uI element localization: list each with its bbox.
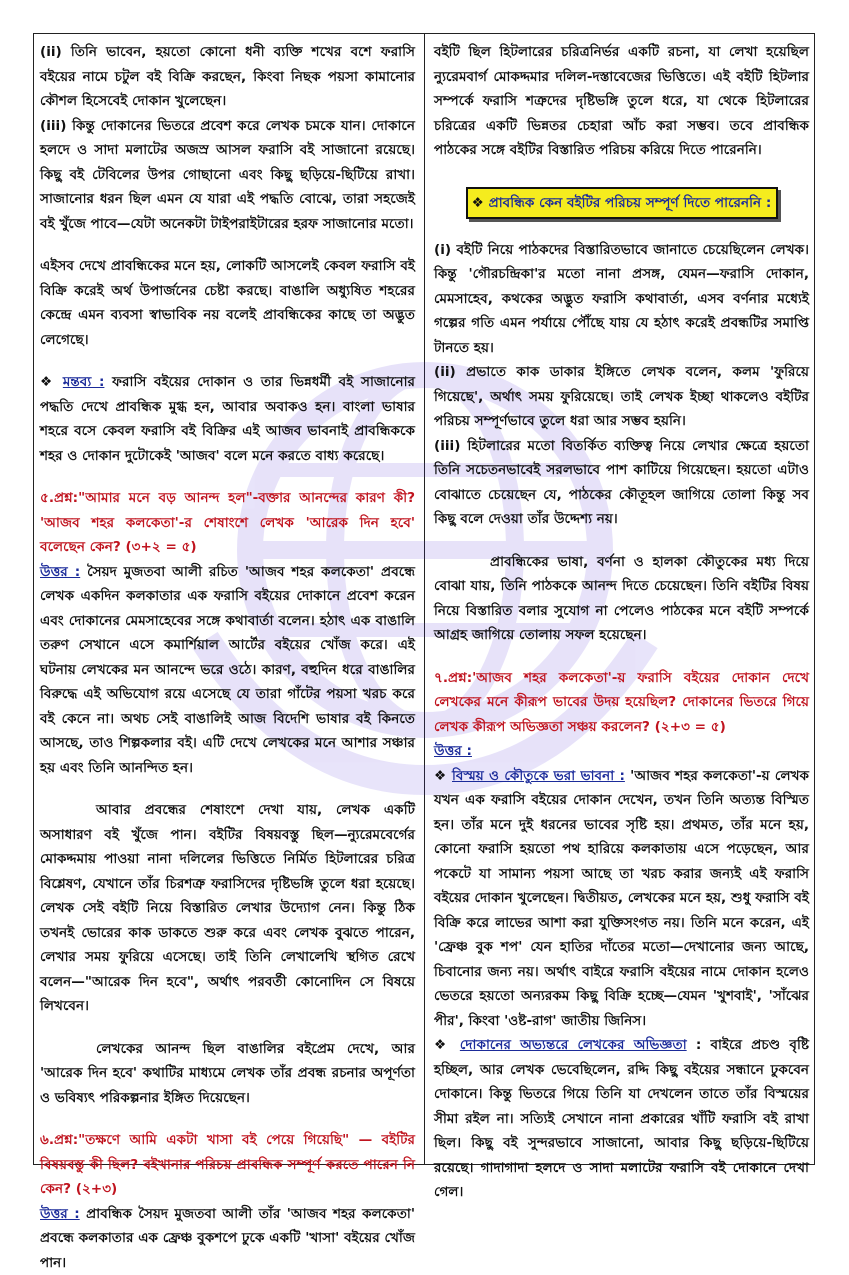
answer-label: উত্তর : — [40, 564, 80, 580]
question-7: ৭.প্রশ্ন:'আজব শহর কলকেতা'-য় ফরাসি বইয়ের দোকান দেখে লেখকের মনে কীরূপ ভাবের উদয় হয়েছিল? দোকানের ভিতরে গিয়ে লেখক কীরূপ অভিজ্ঞতা সঞ্চয় করলেন? (২+৩ = ৫) — [434, 666, 809, 740]
answer-text: প্রাবন্ধিক সৈয়দ মুজতবা আলী তাঁর 'আজব শহর কলকেতা' প্রবন্ধে কলকাতার এক ফ্রেঞ্চ বুকশপে ঢুকে একটি 'খাসা' বইয়ের খোঁজ পান। — [40, 1206, 415, 1271]
section-heading: প্রাবন্ধিক কেন বইটির পরিচয় সম্পূর্ণ দিতে পারেননি : — [489, 195, 772, 211]
right-column — [434, 40, 809, 1158]
answer-subsection-2: ❖ দোকানের অভ্যন্তরে লেখকের অভিজ্ঞতা : বাইরে প্রচণ্ড বৃষ্টি হচ্ছিল, আর লেখক ভেবেছিলেন, রদ্দি কিছু বইয়ের সন্ধানে ঢুকবেন দোকানে। কিন্তু ভিতরে গিয়ে তিনি যা দেখলেন তাতে তাঁর বিস্ময়ের সীমা রইল না। সত্যিই সেখানে নানা প্রকারের খাঁটি ফরাসি বই রাখা ছিল। কিছু বই সুন্দরভাবে সাজানো, আবার কিছু ছড়িয়ে-ছিটিয়ে রয়েছে। গাদাগাদা হলদে ও সাদা মলাটের ফরাসি বই দোকানে দেখা গেল। — [434, 1033, 809, 1205]
question-5: ৫.প্রশ্ন:"আমার মনে বড় আনন্দ হল"-বক্তার আনন্দের কারণ কী? 'আজব শহর কলকেতা'-র শেষাংশে লেখক 'আরেক দিন হবে' বলেছেন কেন? (৩+২ = ৫) — [40, 486, 415, 560]
answer-label: উত্তর : — [434, 743, 472, 759]
answer-label-line — [434, 739, 809, 764]
subsection-text: 'আজব শহর কলকেতা'-য় লেখক যখন এক ফরাসি বইয়ের দোকান দেখেন, তখন তিনি অত্যন্ত বিস্মিত হন। তাঁর মনে দুই ধরনের ভাবের সৃষ্টি হয়। প্রথমত, তাঁর মনে হয়, কোনো ফরাসি হয়তো পথ হারিয়ে কলকাতায় এসে পড়েছেন, আর পকেটে যা সামান্য পয়সা আছে তা খরচ করার জন্যই এই ফরাসি বইয়ের দোকান খুলেছেন। দ্বিতীয়ত, লেখকের মনে হয়, শুধু ফরাসি বই বিক্রি করে লাভের আশা করা যুক্তিসংগত নয়। তিনি মনে করেন, এই 'ফ্রেঞ্চ বুক শপ' যেন হাতির দাঁতের মতো—দেখানোর জন্য আছে, চিবানোর জন্য নয়। অর্থাৎ বাইরে ফরাসি বইয়ের নামে দোকান হলেও ভেতরে হয়তো অন্যরকম কিছু বিক্রি হচ্ছে—যেমন 'খুশবাই', 'সাঁঝের পীর', কিংবা 'ওষ্ট-রাগ' জাতীয় জিনিস। — [434, 768, 809, 1029]
answer-label: উত্তর : — [40, 1206, 80, 1222]
section-heading-box: ❖ প্রাবন্ধিক কেন বইটির পরিচয় সম্পূর্ণ দিতে পারেননি : — [466, 187, 778, 219]
answer-5 — [40, 560, 415, 781]
paragraph: এইসব দেখে প্রাবন্ধিকের মনে হয়, লোকটি আসলেই কেবল ফরাসি বই বিক্রি করেই অর্থ উপার্জনের চেষ্টা করছে। বাঙালি অধ্যুষিত শহরের কেন্দ্রে এমন ব্যবসা স্বাভাবিক নয় বলেই প্রাবন্ধিকের কাছে তা অদ্ভুত লেগেছে। — [40, 254, 415, 352]
subsection-text: : বাইরে প্রচণ্ড বৃষ্টি হচ্ছিল, আর লেখক ভেবেছিলেন, রদ্দি কিছু বইয়ের সন্ধানে ঢুকবেন দোকানে। কিন্তু ভিতরে গিয়ে তিনি যা দেখলেন তাতে তাঁর বিস্ময়ের সীমা রইল না। সত্যিই সেখানে নানা প্রকারের খাঁটি ফরাসি বই রাখা ছিল। কিছু বই সুন্দরভাবে সাজানো, আবার কিছু ছড়িয়ে-ছিটিয়ে রয়েছে। গাদাগাদা হলদে ও সাদা মলাটের ফরাসি বই দোকানে দেখা গেল। — [434, 1037, 809, 1200]
answer-6 — [40, 1202, 415, 1275]
column-divider — [424, 33, 425, 1165]
paragraph: (iii) হিটলারের মতো বিতর্কিত ব্যক্তিত্ব নিয়ে লেখার ক্ষেত্রে হয়তো তিনি সচেতনভাবেই সরলভাবে পাশ কাটিয়ে গিয়েছেন। হয়তো এটাও বোঝাতে চেয়েছেন যে, পাঠকের কৌতূহল জাগিয়ে তোলা কিন্তু সব কিছু বলে দেওয়া তাঁর উদ্দেশ্য নয়। — [434, 434, 809, 532]
paragraph: প্রাবন্ধিকের ভাষা, বর্ণনা ও হালকা কৌতুকের মধ্য দিয়ে বোঝা যায়, তিনি পাঠককে আনন্দ দিতে চেয়েছেন। তিনি বইটির বিষয় নিয়ে বিস্তারিত বলার সুযোগ না পেলেও পাঠকের মনে বইটি সম্পর্কে আগ্রহ জাগিয়ে তোলায় সফল হয়েছেন। — [434, 550, 809, 648]
comment-label: মন্তব্য : — [63, 374, 105, 390]
answer-subsection-1: ❖ বিস্ময় ও কৌতুকে ভরা ভাবনা : 'আজব শহর কলকেতা'-য় লেখক যখন এক ফরাসি বইয়ের দোকান দেখেন, তখন তিনি অত্যন্ত বিস্মিত হন। তাঁর মনে দুই ধরনের ভাবের সৃষ্টি হয়। প্রথমত, তাঁর মনে হয়, কোনো ফরাসি হয়তো পথ হারিয়ে কলকাতায় এসে পড়েছেন, আর পকেটে যা সামান্য পয়সা আছে তা খরচ করার জন্যই এই ফরাসি বইয়ের দোকান খুলেছেন। দ্বিতীয়ত, লেখকের মনে হয়, শুধু ফরাসি বই বিক্রি করে লাভের আশা করা যুক্তিসংগত নয়। তিনি মনে করেন, এই 'ফ্রেঞ্চ বুক শপ' যেন হাতির দাঁতের মতো—দেখানোর জন্য আছে, চিবানোর জন্য নয়। অর্থাৎ বাইরে ফরাসি বইয়ের নামে দোকান হলেও ভেতরে হয়তো অন্যরকম কিছু বিক্রি হচ্ছে—যেমন 'খুশবাই', 'সাঁঝের পীর', কিংবা 'ওষ্ট-রাগ' জাতীয় জিনিস। — [434, 764, 809, 1034]
paragraph: (ii) তিনি ভাবেন, হয়তো কোনো ধনী ব্যক্তি শখের বশে ফরাসি বইয়ের নামে চটুল বই বিক্রি করছেন, কিংবা নিছক পয়সা কামানোর কৌশল হিসেবেই দোকান খুলেছেন। — [40, 40, 415, 114]
subsection-label: বিস্ময় ও কৌতুকে ভরা ভাবনা : — [452, 768, 625, 784]
answer-text: সৈয়দ মুজতবা আলী রচিত 'আজব শহর কলকেতা' প্রবন্ধে লেখক একদিন কলকাতার এক ফরাসি বইয়ের দোকানে প্রবেশ করেন এবং দোকানের মেমসাহেবের সঙ্গে কথাবার্তা বলেন। হঠাৎ এক বাঙালি তরুণ সেখানে এসে কমার্শিয়াল আর্টের বইয়ের খোঁজ করে। এই ঘটনায় লেখকের মন আনন্দে ভরে ওঠে। কারণ, বহুদিন ধরে বাঙালির বিরুদ্ধে এই অভিযোগ রয়ে এসেছে যে তারা গাঁটের পয়সা খরচ করে বই কেনে না। অথচ সেই বাঙালিই আজ বিদেশি ভাষার বই কিনতে আসছে, তাও শিল্পকলার বই। এটি দেখে লেখকের মনে আশার সঞ্চার হয় এবং তিনি আনন্দিত হন। — [40, 564, 415, 776]
comment-text: ফরাসি বইয়ের দোকান ও তার ভিন্নধর্মী বই সাজানোর পদ্ধতি দেখে প্রাবন্ধিক মুগ্ধ হন, আবার অবাকও হন। বাংলা ভাষার শহরে বসে কেবল ফরাসি বই বিক্রির এই আজব ভাবনাই প্রাবন্ধিককে শহর ও দোকান দুটোকেই 'আজব' বলে মনে করতে বাধ্য করেছে। — [40, 374, 415, 464]
subsection-label: দোকানের অভ্যন্তরে লেখকের অভিজ্ঞতা — [460, 1037, 687, 1053]
paragraph: (iii) কিন্তু দোকানের ভিতরে প্রবেশ করে লেখক চমকে যান। দোকানে হলদে ও সাদা মলাটের অজস্র আসল ফরাসি বই সাজানো রয়েছে। কিছু বই টেবিলের উপর গোছানো এবং কিছু ছড়িয়ে-ছিটিয়ে রাখা। সাজানোর ধরন ছিল এমন যে যারা এই পদ্ধতি বোঝে, তারা সহজেই বই খুঁজে পাবে—যেটা অনেকটা টাইপরাইটারের হরফ সাজানোর মতো। — [40, 114, 415, 237]
paragraph: বইটি ছিল হিটলারের চরিত্রনির্ভর একটি রচনা, যা লেখা হয়েছিল ন্যুরেমবার্গ মোকদ্দমার দলিল-দস্তাবেজের ভিত্তিতে। এই বইটি হিটলার সম্পর্কে ফরাসি শত্রুদের দৃষ্টিভঙ্গি তুলে ধরে, যা থেকে হিটলারের চরিত্রের একটি ভিন্নতর চেহারা আঁচ করা সম্ভব। তবে প্রাবন্ধিক পাঠকের সঙ্গে বইটির বিস্তারিত পরিচয় করিয়ে দিতে পারেননি। — [434, 40, 809, 163]
paragraph: আবার প্রবন্ধের শেষাংশে দেখা যায়, লেখক একটি অসাধারণ বই খুঁজে পান। বইটির বিষয়বস্তু ছিল—ন্যুরেমবের্গের মোকদ্দমায় পাওয়া নানা দলিলের ভিত্তিতে নির্মিত হিটলারের চরিত্র বিশ্লেষণ, যেখানে তাঁর চিরশত্রু ফরাসিদের দৃষ্টিভঙ্গি তুলে ধরা হয়েছে। লেখক সেই বইটি নিয়ে বিস্তারিত লেখার উদ্যোগ নেন। কিন্তু ঠিক তখনই ভোরের কাক ডাকতে শুরু করে এবং লেখক বুঝতে পারেন, লেখার সময় ফুরিয়ে এসেছে। তাই তিনি লেখালেখি স্থগিত রেখে বলেন—"আরেক দিন হবে", অর্থাৎ পরবর্তী কোনোদিন সে বিষয়ে লিখবেন। — [40, 798, 415, 1019]
paragraph: (i) বইটি নিয়ে পাঠকদের বিস্তারিতভাবে জানাতে চেয়েছিলেন লেখক। কিন্তু 'গৌরচন্দ্রিকা'র মতো নানা প্রসঙ্গ, যেমন—ফরাসি দোকান, মেমসাহেব, কথকের অদ্ভুত ফরাসি কথাবার্তা, এসব বর্ণনার মধ্যেই গল্পের গতি এমন পর্যায়ে পৌঁছে যায় যে হঠাৎ করেই প্রবন্ধটির সমাপ্তি টানতে হয়। — [434, 238, 809, 361]
left-column — [40, 40, 415, 1158]
comment-paragraph: ❖ মন্তব্য : ফরাসি বইয়ের দোকান ও তার ভিন্নধর্মী বই সাজানোর পদ্ধতি দেখে প্রাবন্ধিক মুগ্ধ হন, আবার অবাকও হন। বাংলা ভাষার শহরে বসে কেবল ফরাসি বই বিক্রির এই আজব ভাবনাই প্রাবন্ধিককে শহর ও দোকান দুটোকেই 'আজব' বলে মনে করতে বাধ্য করেছে। — [40, 370, 415, 468]
paragraph: (ii) প্রভাতে কাক ডাকার ইঙ্গিতে লেখক বলেন, কলম 'ফুরিয়ে গিয়েছে', অর্থাৎ সময় ফুরিয়েছে। তাই লেখক ইচ্ছা থাকলেও বইটির পরিচয় সম্পূর্ণভাবে তুলে ধরা আর সম্ভব হয়নি। — [434, 360, 809, 434]
question-6: ৬.প্রশ্ন:"তক্ষণে আমি একটা খাসা বই পেয়ে গিয়েছি" — বইটির বিষয়বস্তু কী ছিল? বইখানার পরিচয় প্রাবন্ধিক সম্পূর্ণ করতে পারেন নি কেন? (২+৩) — [40, 1128, 415, 1202]
paragraph: লেখকের আনন্দ ছিল বাঙালির বইপ্রেম দেখে, আর 'আরেক দিন হবে' কথাটির মাধ্যমে লেখক তাঁর প্রবন্ধ রচনার অপূর্ণতা ও ভবিষ্যৎ পরিকল্পনার ইঙ্গিত দিয়েছেন। — [40, 1037, 415, 1111]
